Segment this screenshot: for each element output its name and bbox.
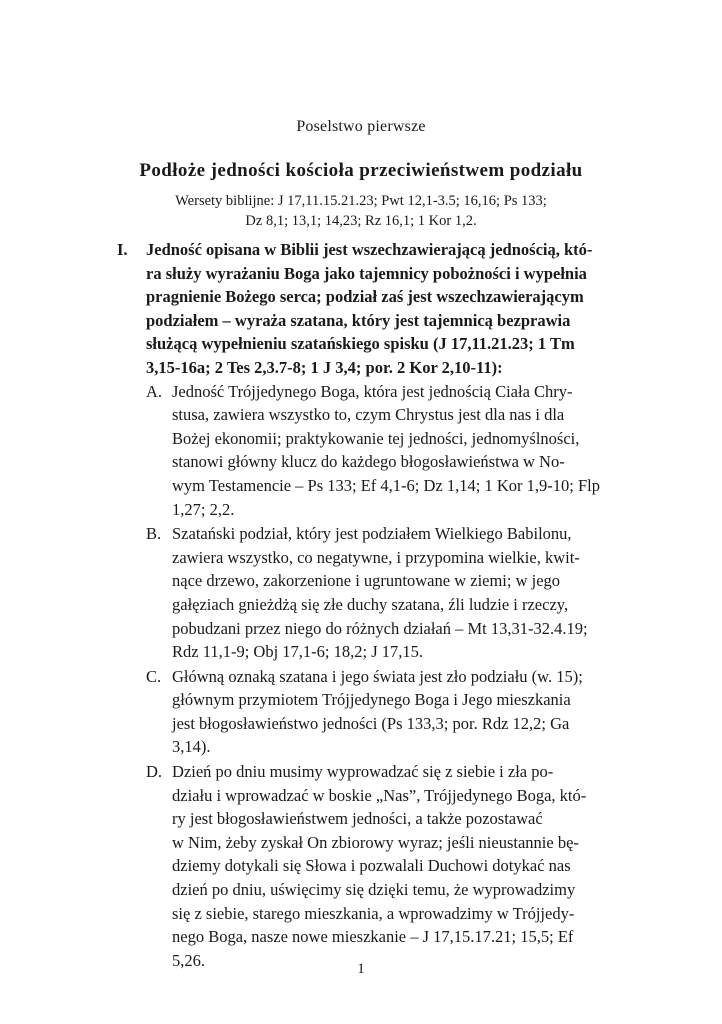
outline-section — [117, 238, 637, 972]
item-label: B. — [146, 524, 162, 544]
item-line: 1,27; 2,2. — [172, 499, 235, 519]
item-line: Bożej ekonomii; praktykowanie tej jedności, jednomyślności, — [172, 428, 580, 448]
item-label: A. — [146, 381, 163, 401]
section-line: Jedność opisana w Biblii jest wszechzawierającą jednością, któ- — [146, 240, 593, 259]
outline-item-a — [117, 380, 637, 522]
item-line: głównym przymiotem Trójjedynego Boga i Jego mieszkania — [172, 690, 571, 710]
item-line: w Nim, żeby zyskał On zbiorowy wyraz; jeśli nieustannie bę- — [172, 832, 579, 852]
item-line: stusa, zawiera wszystko to, czym Chrystus jest dla nas i dla — [172, 405, 565, 425]
item-line: gałęziach gnieżdżą się złe duchy szatana, źli ludzie i rzeczy, — [172, 594, 569, 614]
item-line: Rdz 11,1-9; Obj 17,1-6; 18,2; J 17,15. — [172, 642, 424, 662]
item-line: nego Boga, nasze nowe mieszkanie – J 17,15.17.21; 15,5; Ef — [172, 927, 574, 947]
verses-line: Wersety biblijne: J 17,11.15.21.23; Pwt 12,1-3.5; 16,16; Ps 133; — [175, 193, 547, 209]
section-number: I. — [117, 240, 128, 259]
outline-item-b — [117, 522, 637, 664]
section-line: służącą wypełnieniu szatańskiego spisku (J 17,11.21.23; 1 Tm — [146, 334, 575, 354]
verses-line: Dz 8,1; 13,1; 14,23; Rz 16,1; 1 Kor 1,2. — [245, 213, 477, 229]
item-line: się z siebie, starego mieszkania, a wprowadzimy w Trójjedy- — [172, 903, 575, 923]
item-line: dziemy dotykali się Słowa i pozwalali Duchowi dotykać nas — [172, 856, 571, 876]
item-line: pobudzani przez niego do różnych działań – Mt 13,31-32.4.19; — [172, 618, 588, 638]
item-line: jest błogosławieństwo jedności (Ps 133,3; por. Rdz 12,2; Ga — [172, 713, 570, 733]
item-line: Szatański podział, który jest podziałem Wielkiego Babilonu, — [172, 524, 572, 544]
item-line: działu i wprowadzać w boskie „Nas”, Trójjedynego Boga, któ- — [172, 785, 587, 805]
section-line: ra służy wyrażaniu Boga jako tajemnicy pobożności i wypełnia — [146, 263, 587, 283]
item-line: wym Testamencie – Ps 133; Ef 4,1-6; Dz 1,14; 1 Kor 1,9-10; Flp — [172, 475, 600, 495]
section-line: pragnienie Bożego serca; podział zaś jest wszechzawierającym — [146, 287, 584, 307]
item-line: ry jest błogosławieństwem jedności, a także pozostawać — [172, 809, 543, 829]
item-label: C. — [146, 666, 162, 686]
outline-item-c — [117, 665, 637, 759]
page-title: Podłoże jedności kościoła przeciwieństwem podziału — [139, 160, 583, 181]
item-line: dzień po dniu, uświęcimy się dzięki temu, że wyprowadzimy — [172, 880, 576, 900]
item-line: 5,26. — [172, 950, 205, 970]
bible-verses — [0, 191, 722, 231]
item-label: D. — [146, 762, 163, 782]
running-header: Poselstwo pierwsze — [296, 118, 426, 135]
item-line: Jedność Trójjedynego Boga, która jest jednością Ciała Chry- — [172, 381, 573, 401]
outline-item-d — [117, 760, 637, 972]
section-line: 3,15-16a; 2 Tes 2,3.7-8; 1 J 3,4; por. 2 Kor 2,10-11): — [146, 357, 503, 377]
item-line: Dzień po dniu musimy wyprowadzać się z siebie i zła po- — [172, 762, 554, 782]
item-line: stanowi główny klucz do każdego błogosławieństwa w No- — [172, 452, 565, 472]
item-line: Główną oznaką szatana i jego świata jest zło podziału (w. 15); — [172, 666, 583, 686]
item-line: nące drzewo, zakorzenione i ugruntowane w ziemi; w jego — [172, 571, 561, 591]
item-line: 3,14). — [172, 737, 211, 757]
item-line: zawiera wszystko, co negatywne, i przypomina wielkie, kwit- — [172, 547, 580, 567]
page-number: 1 — [357, 961, 365, 977]
section-heading — [117, 238, 637, 380]
section-line: podziałem – wyraża szatana, który jest tajemnicą bezprawia — [146, 310, 571, 330]
